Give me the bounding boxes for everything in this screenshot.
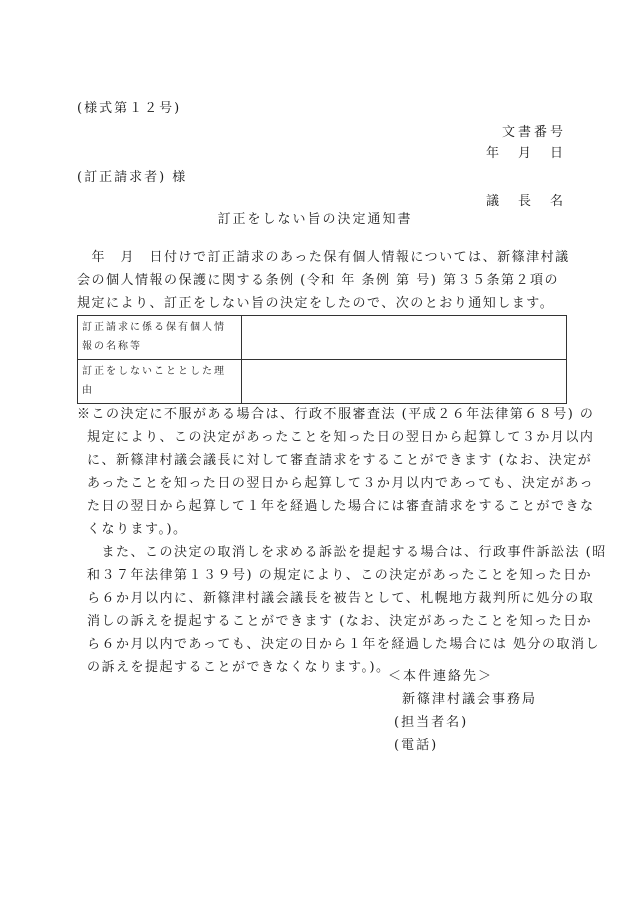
table-row-label: 訂正請求に係る保有個人情報の名称等 [78, 316, 242, 360]
appeal-note [77, 403, 595, 541]
table-row-value [242, 316, 567, 360]
info-table [77, 315, 567, 404]
note-line: ら６か月以内であっても、決定の日から１年を経過した場合には 処分の取消し [87, 637, 601, 652]
table-row [78, 316, 567, 360]
contact-person: (担当者名) [394, 715, 469, 730]
sender-name: 議 長 名 [485, 194, 566, 209]
date-line: 年 月 日 [485, 146, 566, 161]
recipient-line: (訂正請求者) 様 [77, 170, 188, 185]
contact-phone: (電話) [394, 738, 439, 753]
contact-heading: ＜本件連絡先＞ [388, 669, 494, 684]
body-line: 年 月 日付けで訂正請求のあった保有個人情報については、新篠津村議 [77, 250, 570, 265]
note-line: 規定により、この決定があったことを知った日の翌日から起算して３か月以内 [87, 430, 595, 445]
body-paragraph [77, 246, 570, 315]
table-row [78, 360, 567, 404]
contact-block [388, 665, 537, 757]
table-row-value [242, 360, 567, 404]
body-line: 会の個人情報の保護に関する条例 (令和 年 条例 第 号) 第３５条第２項の [77, 273, 559, 288]
body-line: 規定により、訂正をしない旨の決定をしたので、次のとおり通知します。 [77, 296, 555, 311]
document-number-label: 文書番号 [501, 125, 566, 140]
note-line: また、この決定の取消しを求める訴訟を提起する場合は、行政事件訴訟法 (昭 [87, 545, 607, 560]
note-line: の訴えを提起することができなくなります。)。 [87, 660, 391, 675]
contact-office: 新篠津村議会事務局 [402, 692, 538, 707]
note-line: くなります。)。 [87, 522, 188, 537]
lawsuit-note [87, 541, 607, 679]
note-line: 消しの訴えを提起することができます (なお、決定があったことを知った日か [87, 614, 593, 629]
note-line: 和３７年法律第１３９号) の規定により、この決定があったことを知った日か [87, 568, 593, 583]
note-line: ※この決定に不服がある場合は、行政不服審査法 (平成２６年法律第６８号) の [77, 407, 595, 422]
form-number: (様式第１２号) [77, 101, 182, 116]
note-line: ら６か月以内に、新篠津村議会議長を被告として、札幌地方裁判所に処分の取 [87, 591, 595, 606]
table-row-label: 訂正をしないこととした理由 [78, 360, 242, 404]
note-line: に、新篠津村議会議長に対して審査請求をすることができます (なお、決定が [87, 453, 593, 468]
note-line: た日の翌日から起算して１年を経過した場合には審査請求をすることができな [87, 499, 595, 514]
note-line: あったことを知った日の翌日から起算して３か月以内であっても、決定があっ [87, 476, 595, 491]
document-title: 訂正をしない旨の決定通知書 [217, 212, 413, 227]
